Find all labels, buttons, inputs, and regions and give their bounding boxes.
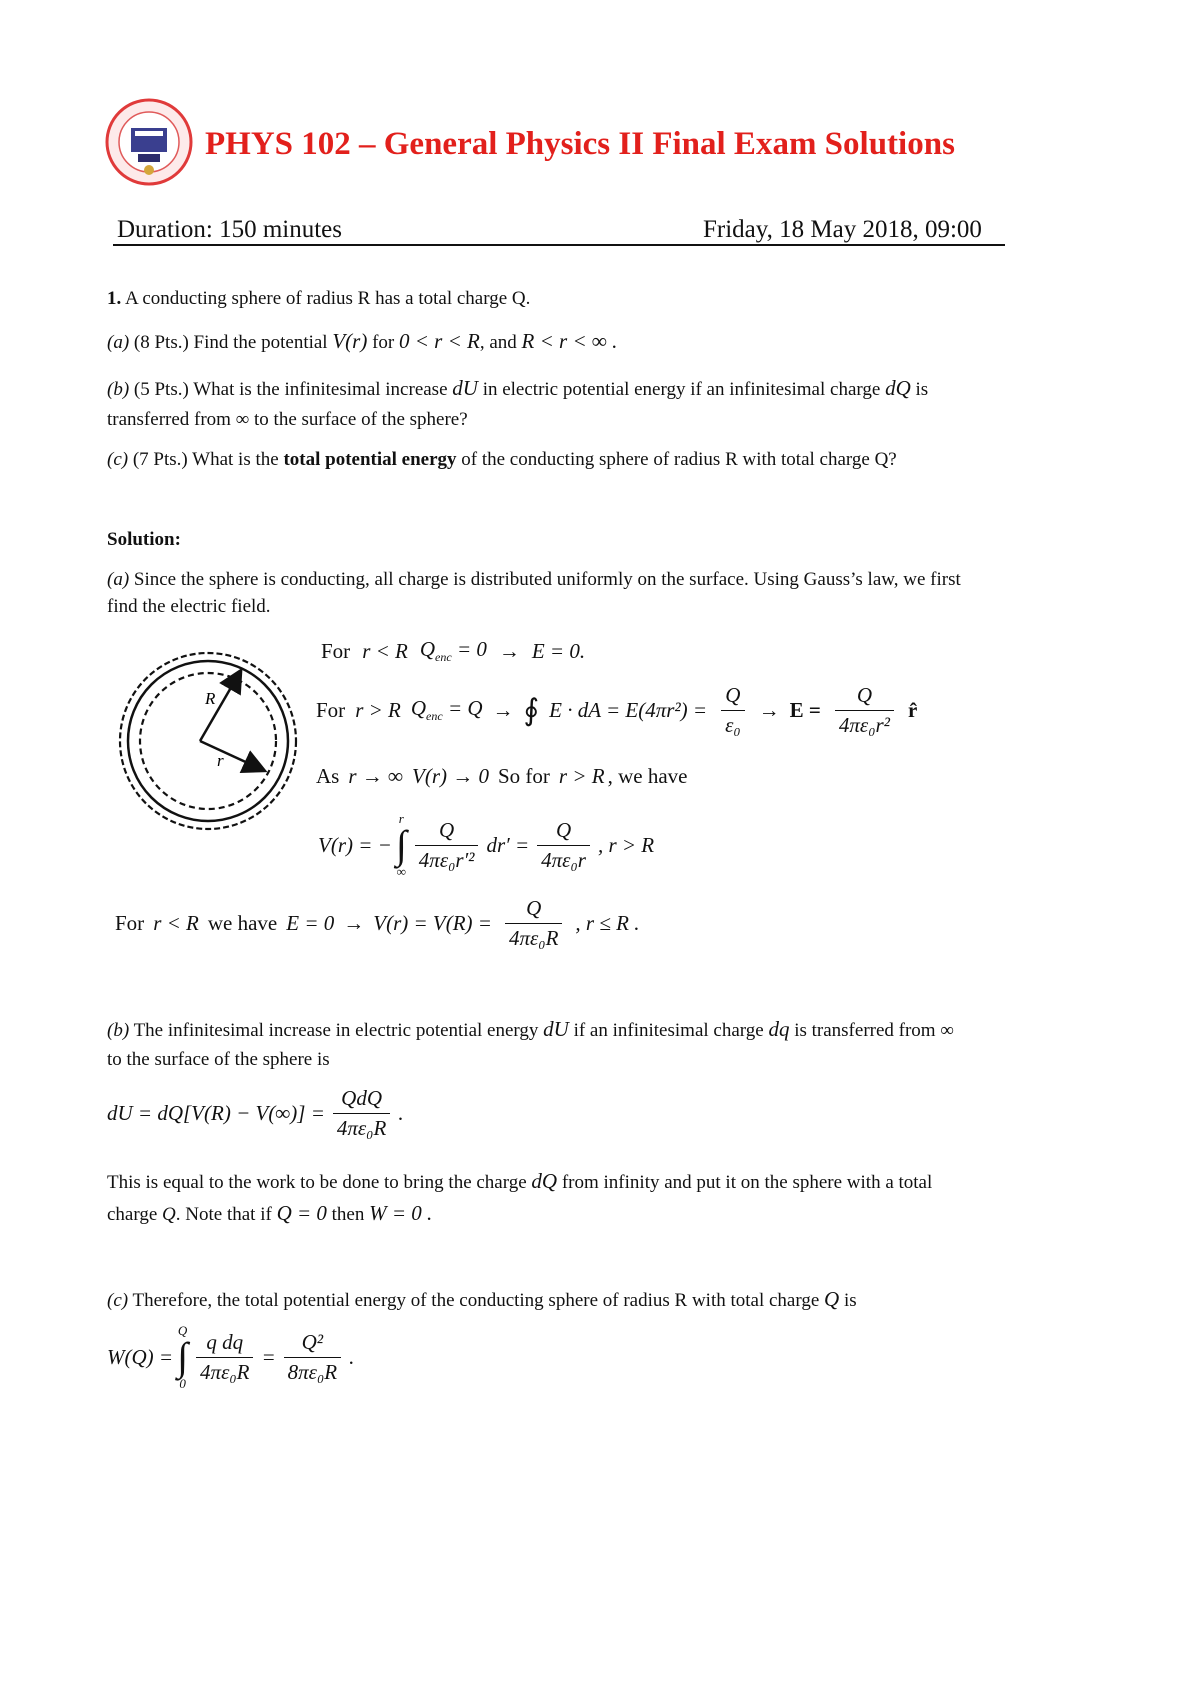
equation-total-energy: W(Q) = Q ∫ 0 $\frac{\text{q dq}}{\text{4πε₀R}}$ = $\frac{\text{Q²}}{\text{8πε₀R}}$ . [107,1323,355,1391]
solution-b-line4: charge Q. Note that if Q = 0 then W = 0 . [107,1201,433,1225]
solution-a-line2: find the electric field. [107,596,271,617]
equation-potential-inside: For r < R we have E = 0 → V(r) = V(R) = $\frac{Q}{\text{4πε₀R}}$ , r ≤ R . [115,896,640,950]
solution-heading: Solution: [107,529,181,550]
radius-label-r: r [217,751,224,770]
solution-a-line1: (a) Since the sphere is conducting, all charge is distributed uniformly on the surface. Using Gauss’s law, we first [107,569,961,590]
exam-date: Friday, 18 May 2018, 09:00 [703,216,982,243]
radius-label-R: R [205,689,216,708]
question-part-b-line2: transferred from ∞ to the surface of the sphere? [107,409,468,430]
solution-b-line2: to the surface of the sphere is [107,1049,330,1070]
equation-limit: As r → ∞ V(r) → 0 So for r > R , we have [316,764,688,788]
equation-potential-outside: V(r) = − r ∫ ∞ $\frac{Q}{\text{4πε₀r′²}}$ dr′ = $\frac{Q}{\text{4πε₀r}}$ , r > R [318,811,655,879]
question-part-b: (b) (5 Pts.) What is the infinitesimal increase dU in electric potential energy if an infinitesimal charge dQ is [107,376,929,400]
duration-label: Duration: 150 minutes [117,216,342,243]
header-rule [113,244,1005,246]
question-statement: 1. A conducting sphere of radius R has a total charge Q. [107,288,531,309]
equation-gauss-law: For r > R $Q_{enc} = Q$ → ∮ E · dA = E(4πr²) = $\frac{Q}{\text{ε₀}}$ → E = $\frac{Q}{\text{4πε₀r²}}$ r̂ [316,683,918,737]
university-logo [105,98,193,186]
solution-c-line1: (c) Therefore, the total potential energy of the conducting sphere of radius R with total charge Q is [107,1287,857,1311]
solution-b-line1: (b) The infinitesimal increase in electric potential energy dU if an infinitesimal charge dq is transferred from ∞ [107,1017,954,1041]
equation-dU: dU = dQ[V(R) − V(∞)] = $\frac{\text{QdQ}}{\text{4πε₀R}}$ . [107,1086,404,1140]
question-part-c: (c) (7 Pts.) What is the total potential energy of the conducting sphere of radius R with total charge Q? [107,449,897,470]
equation-inside-field: For r < R $Q_{enc} = 0$ → E = 0. [321,637,586,665]
page-title: PHYS 102 – General Physics II Final Exam Solutions [205,126,955,162]
question-part-a: (a) (8 Pts.) Find the potential V(r) for 0 < r < R, and R < r < ∞ . [107,329,618,353]
solution-b-line3: This is equal to the work to be done to bring the charge dQ from infinity and put it on the sphere with a total [107,1169,933,1193]
sphere-diagram [113,648,303,834]
